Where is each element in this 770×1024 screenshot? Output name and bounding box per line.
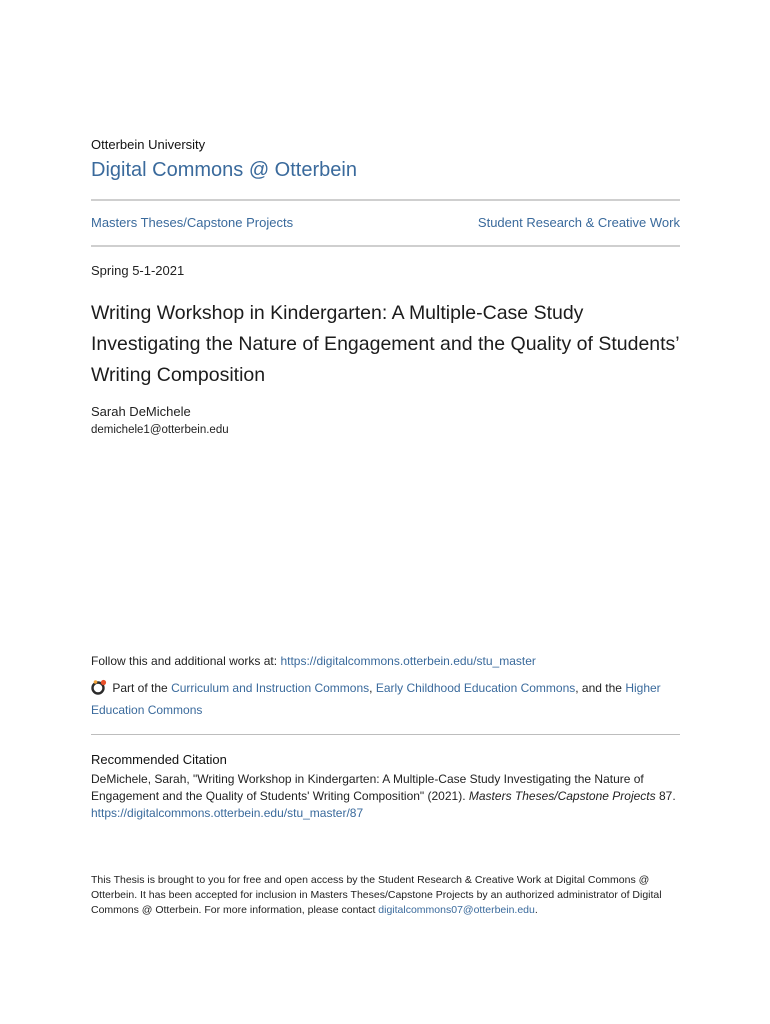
commons-link-early-childhood[interactable]: Early Childhood Education Commons — [375, 681, 576, 695]
citation-journal: Masters Theses/Capstone Projects — [468, 789, 656, 803]
document-title: Writing Workshop in Kindergarten: A Multiple-Case Study Investigating the Nature of Engagement and the Quality of Students’ Writing Composition — [91, 302, 679, 386]
part-of-prefix: Part of the — [112, 681, 168, 695]
citation-number: 87. — [658, 789, 676, 803]
repository-link[interactable]: Digital Commons @ Otterbein — [91, 159, 357, 181]
citation-url-link[interactable]: https://digitalcommons.otterbein.edu/stu_master/87 — [91, 806, 364, 820]
citation-block — [91, 771, 680, 822]
part-of-line — [91, 677, 680, 721]
commons-link-curriculum[interactable]: Curriculum and Instruction Commons — [171, 681, 370, 695]
author-email: demichele1@otterbein.edu — [91, 424, 229, 436]
disclaimer-text: This Thesis is brought to you for free and open access by the Student Research & Creative Work at Digital Commons @ Otterbein. It has been accepted for inclusion in Masters Theses/Capstone Projects by an authorized administrator of Digital Commons @ Otterbein. For more information, please contact — [91, 874, 662, 916]
disclaimer-end: . — [534, 904, 538, 916]
author-name: Sarah DeMichele — [91, 404, 191, 419]
part-of-separator-and: , and the — [575, 681, 622, 695]
divider-citation — [91, 734, 680, 735]
publication-date: Spring 5-1-2021 — [91, 263, 185, 278]
institution-name: Otterbein University — [91, 137, 206, 152]
contact-email-link[interactable]: digitalcommons07@otterbein.edu — [378, 904, 535, 916]
part-of-separator: , — [369, 681, 373, 695]
follow-label: Follow this and additional works at: — [91, 654, 278, 668]
bepress-network-icon — [91, 679, 107, 695]
citation-heading: Recommended Citation — [91, 752, 227, 767]
citation-text: DeMichele, Sarah, "Writing Workshop in Kindergarten: A Multiple-Case Study Investigating the Nature of Engagement and the Quality of Students' Writing Composition" (2021). — [91, 772, 644, 803]
series-link[interactable]: Masters Theses/Capstone Projects — [91, 215, 294, 230]
collection-link[interactable]: Student Research & Creative Work — [477, 215, 680, 230]
access-disclaimer — [91, 873, 680, 918]
divider-nav — [91, 245, 680, 247]
follow-line — [91, 654, 536, 668]
commons-link-higher-education[interactable]: Higher Education Commons — [91, 681, 661, 717]
divider-top — [91, 199, 680, 201]
follow-url-link[interactable]: https://digitalcommons.otterbein.edu/stu_master — [280, 654, 536, 668]
